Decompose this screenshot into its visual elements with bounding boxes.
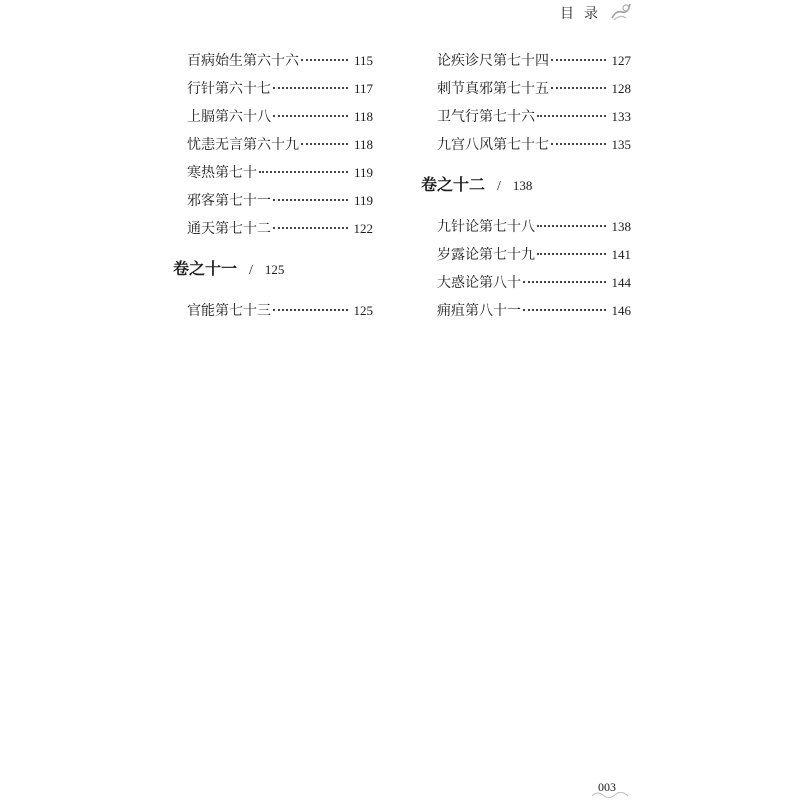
volume-page-number: 138 bbox=[512, 178, 533, 193]
entry-title: 痈疽第八十一 bbox=[437, 303, 521, 319]
entry-page-number: 146 bbox=[611, 303, 631, 318]
toc-entry[interactable] bbox=[437, 216, 631, 244]
dot-leader bbox=[301, 143, 348, 145]
entry-title: 岁露论第七十九 bbox=[437, 247, 535, 263]
toc-entry[interactable] bbox=[437, 300, 631, 328]
entry-title: 百病始生第六十六 bbox=[187, 53, 299, 69]
entry-page-number: 135 bbox=[611, 137, 631, 152]
entry-title: 通天第七十二 bbox=[187, 221, 271, 237]
entry-title: 上膈第六十八 bbox=[187, 109, 271, 125]
dot-leader bbox=[551, 87, 606, 89]
toc-entry[interactable] bbox=[437, 134, 631, 162]
entry-page-number: 122 bbox=[353, 221, 373, 236]
dot-leader bbox=[537, 225, 606, 227]
dot-leader bbox=[537, 253, 606, 255]
toc-entry[interactable] bbox=[187, 50, 373, 78]
toc-entry[interactable] bbox=[437, 272, 631, 300]
entry-title: 大惑论第八十 bbox=[437, 275, 521, 291]
toc-entry[interactable] bbox=[187, 78, 373, 106]
entry-page-number: 127 bbox=[611, 53, 631, 68]
dot-leader bbox=[523, 281, 606, 283]
cloud-ornament-icon bbox=[610, 0, 632, 22]
toc-entry[interactable] bbox=[187, 162, 373, 190]
toc-entry[interactable] bbox=[437, 244, 631, 272]
entry-page-number: 117 bbox=[353, 81, 373, 96]
entry-page-number: 118 bbox=[353, 109, 373, 124]
entry-title: 九针论第七十八 bbox=[437, 219, 535, 235]
dot-leader bbox=[523, 309, 606, 311]
running-header-title: 目录 bbox=[560, 6, 608, 22]
page-number: 003 bbox=[598, 780, 616, 794]
volume-separator: / bbox=[497, 179, 501, 194]
wave-ornament-icon bbox=[590, 790, 630, 800]
entry-page-number: 119 bbox=[353, 165, 373, 180]
dot-leader bbox=[273, 309, 348, 311]
page-header bbox=[0, 0, 800, 24]
volume-title: 卷之十一 bbox=[173, 259, 238, 278]
dot-leader bbox=[273, 115, 348, 117]
entry-title: 论疾诊尺第七十四 bbox=[437, 53, 549, 69]
volume-page-number: 125 bbox=[264, 262, 285, 277]
entry-title: 卫气行第七十六 bbox=[437, 109, 535, 125]
entry-title: 邪客第七十一 bbox=[187, 193, 271, 209]
toc-entry[interactable] bbox=[187, 190, 373, 218]
entry-page-number: 141 bbox=[611, 247, 631, 262]
dot-leader bbox=[273, 199, 348, 201]
dot-leader bbox=[551, 59, 606, 61]
entry-title: 寒热第七十 bbox=[187, 165, 257, 181]
toc-entry[interactable] bbox=[437, 106, 631, 134]
volume-title: 卷之十二 bbox=[421, 175, 486, 194]
page-footer bbox=[590, 780, 630, 800]
dot-leader bbox=[273, 227, 348, 229]
dot-leader bbox=[301, 59, 348, 61]
entry-title: 刺节真邪第七十五 bbox=[437, 81, 549, 97]
entry-title: 九宫八风第七十七 bbox=[437, 137, 549, 153]
entry-page-number: 115 bbox=[353, 53, 373, 68]
toc-entry[interactable] bbox=[187, 218, 373, 246]
toc-left-column bbox=[163, 50, 373, 328]
entry-page-number: 119 bbox=[353, 193, 373, 208]
dot-leader bbox=[551, 143, 606, 145]
entry-page-number: 138 bbox=[611, 219, 631, 234]
entry-page-number: 125 bbox=[353, 303, 373, 318]
entry-title: 行针第六十七 bbox=[187, 81, 271, 97]
entry-page-number: 118 bbox=[353, 137, 373, 152]
toc-right-column bbox=[421, 50, 631, 328]
volume-heading[interactable] bbox=[421, 172, 631, 200]
dot-leader bbox=[537, 115, 606, 117]
toc-entry[interactable] bbox=[437, 78, 631, 106]
dot-leader bbox=[273, 87, 348, 89]
toc-entry[interactable] bbox=[437, 50, 631, 78]
volume-heading[interactable] bbox=[173, 256, 373, 284]
entry-page-number: 128 bbox=[611, 81, 631, 96]
toc-entry[interactable] bbox=[187, 300, 373, 328]
entry-title: 忧恚无言第六十九 bbox=[187, 137, 299, 153]
entry-page-number: 144 bbox=[611, 275, 631, 290]
entry-page-number: 133 bbox=[611, 109, 631, 124]
entry-title: 官能第七十三 bbox=[187, 303, 271, 319]
dot-leader bbox=[259, 171, 348, 173]
toc-entry[interactable] bbox=[187, 106, 373, 134]
toc-entry[interactable] bbox=[187, 134, 373, 162]
volume-separator: / bbox=[249, 263, 253, 278]
